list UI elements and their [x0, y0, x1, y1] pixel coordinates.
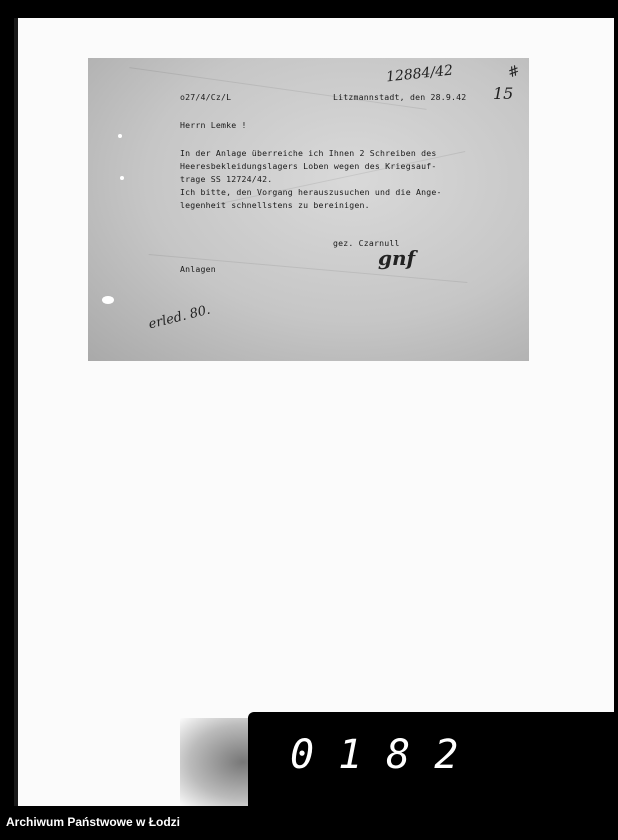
handwritten-signature: gnf	[378, 246, 416, 270]
document-scan	[88, 58, 529, 361]
film-edge	[14, 18, 18, 806]
enclosures-label: Anlagen	[180, 264, 216, 274]
reference-code: o27/4/Cz/L	[180, 92, 232, 102]
page-number: 15	[493, 84, 514, 103]
speck	[120, 176, 124, 180]
body-line: In der Anlage überreiche ich Ihnen 2 Schreiben des	[180, 148, 437, 158]
frame-number: 0182	[290, 732, 483, 778]
salutation: Herrn Lemke !	[180, 120, 247, 130]
punch-hole	[102, 296, 114, 304]
archive-name: Archiwum Państwowe w Łodzi	[6, 815, 181, 829]
body-line: Ich bitte, den Vorgang herauszusuchen und die Ange-	[180, 187, 442, 197]
typed-signature: gez. Czarnull	[333, 238, 400, 248]
mark-symbol: #	[505, 62, 523, 82]
speck	[118, 134, 122, 138]
place-date: Litzmannstadt, den 28.9.42	[333, 92, 467, 102]
body-line: legenheit schnellstens zu bereinigen.	[180, 200, 370, 210]
margin-note: erled. 80.	[147, 302, 212, 333]
body-line: trage SS 12724/42.	[180, 174, 273, 184]
body-line: Heeresbekleidungslagers Loben wegen des Kriegsauf-	[180, 161, 437, 171]
archive-number: 12884/42	[385, 62, 454, 86]
